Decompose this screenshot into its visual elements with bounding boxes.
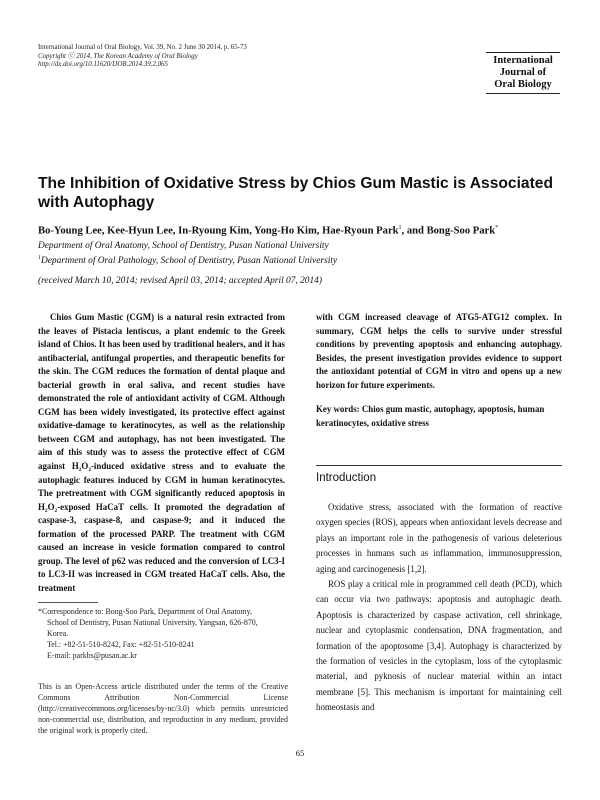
copyright-line: Copyright ⓒ 2014, The Korean Academy of Oral Biology (38, 52, 198, 60)
correspondence-line-2: School of Dentistry, Pusan National University, Yangsan, 626-870, (47, 617, 258, 627)
journal-header (38, 44, 458, 70)
introduction-body (316, 500, 562, 716)
introduction-paragraph-2: ROS play a critical role in programmed cell death (PCD), which can occur via two pathways: apoptosis and autophagic death. Apoptosis is characterized by caspase activation, cell shrinkage, nuclear and cytoplasmic condensation, DNA fragmentation, and formation of the apoptosome [3,4]. Autophagy is characterized by the formation of vesicles in the cytoplasm, loss of the cytoplasmic material, and pyknosis of nuclear material within an intact membrane [5]. This mechanism is important for maintaining cell homeostasis and (316, 579, 562, 713)
affiliation-2-mark: 1 (38, 254, 41, 261)
correspondence-footnote (38, 607, 288, 662)
journal-name-line-1: International (493, 55, 553, 66)
affiliations (38, 241, 568, 267)
section-rule (316, 465, 562, 466)
abstract-text-right: with CGM increased cleavage of ATG5-ATG12 complex. In summary, CGM helps the cells to survive under stressful conditions by preventing apoptosis and enhancing autophagy. Besides, the present investigation provides evidence to support the antioxidant potential of CGM in vitro and opens up a new horizon for future experiments. (316, 312, 562, 390)
article-title: The Inhibition of Oxidative Stress by Chios Gum Mastic is Associated with Autophagy (38, 175, 553, 211)
authors-text-last: , and Bong-Soo Park (401, 225, 496, 237)
affiliation-1: Department of Oral Anatomy, School of Dentistry, Pusan National University (38, 241, 329, 251)
affiliation-2: Department of Oral Pathology, School of Dentistry, Pusan National University (41, 255, 338, 266)
doi-link[interactable]: http://dx.doi.org/10.11620/IJOB.2014.39.2.065 (38, 61, 168, 69)
received-dates: (received March 10, 2014; revised April 03, 2014; accepted April 07, 2014) (38, 276, 322, 286)
journal-name-line-2: Journal of (499, 67, 547, 78)
keywords: Key words: Chios gum mastic, autophagy, apoptosis, human keratinocytes, oxidative stress (316, 404, 545, 428)
abstract-text-left: Chios Gum Mastic (CGM) is a natural resin extracted from the leaves of Pistacia lentiscus, a plant endemic to the Greek island of Chios. It has been used by traditional healers, and it has antibacterial, antifungal properties, and therapeutic benefits for the skin. The CGM reduces the formation of dental plaque and bacterial growth in oral saliva, and recent studies have demonstrated the role of antioxidant activity of CGM. Although CGM has been widely investigated, its protective effect against oxidative-damage to keratinocytes, as well as the relationship between CGM and autophagy, has not been investigated. The aim of this study was to assess the protective effect of CGM against H₂O₂-induced oxidative stress and to evaluate the autophagic features induced by CGM in human keratinocytes. The pretreatment with CGM significantly reduced apoptosis in H₂O₂-exposed HaCaT cells. It promoted the degradation of caspase-3, caspase-8, and caspase-9; and it induced the formation of the processed PARP. The treatment with CGM caused an increase in vesicle formation compared to control group. The level of p62 was reduced and the conversion of LC3-I to LC3-II was increased in CGM treated HaCaT cells. Also, the treatment (38, 312, 285, 593)
introduction-paragraph-1: Oxidative stress, associated with the formation of reactive oxygen species (ROS), appears when antioxidant levels decrease and plays an important role in the pathogenesis of various deleterious processes in humans such as inflammation, immunosuppression, aging and carcinogenesis [1,2]. (316, 502, 562, 574)
open-access-notice: This is an Open-Access article distributed under the terms of the Creative Commons Attribution Non-Commercial License (http://creativecommons.org/licenses/by-nc/3.0) which permits unrestricted non-commercial use, distribution, and reproduction in any medium, provided the original work is properly cited. (38, 682, 288, 735)
correspondence-line-3: Korea. (47, 628, 69, 638)
author-list (38, 222, 568, 238)
correspondence-phone: Tel.: +82-51-510-8242, Fax: +82-51-510-8241 (47, 639, 195, 649)
citation-line: International Journal of Oral Biology, Vol. 39, No. 2 June 30 2014, p. 65-73 (38, 44, 247, 51)
correspondence-line-1: *Correspondence to: Bong-Soo Park, Department of Oral Anatomy, (38, 607, 253, 616)
footnote-divider (38, 602, 98, 603)
abstract-right-column (316, 311, 562, 392)
abstract-left-column (38, 311, 285, 595)
affiliation-2-row (38, 253, 568, 268)
corresponding-author-mark: * (495, 225, 499, 231)
author-affiliation-mark: 1 (398, 225, 402, 231)
correspondence-email[interactable]: E-mail: parkbs@pusan.ac.kr (47, 650, 137, 660)
journal-name-line-3: Oral Biology (494, 79, 552, 90)
introduction-heading: Introduction (316, 472, 377, 484)
journal-logo-box (486, 52, 560, 94)
authors-text: Bo-Young Lee, Kee-Hyun Lee, In-Ryoung Kim, Yong-Ho Kim, Hae-Ryoun Park (38, 225, 399, 237)
page-number: 65 (295, 748, 305, 758)
